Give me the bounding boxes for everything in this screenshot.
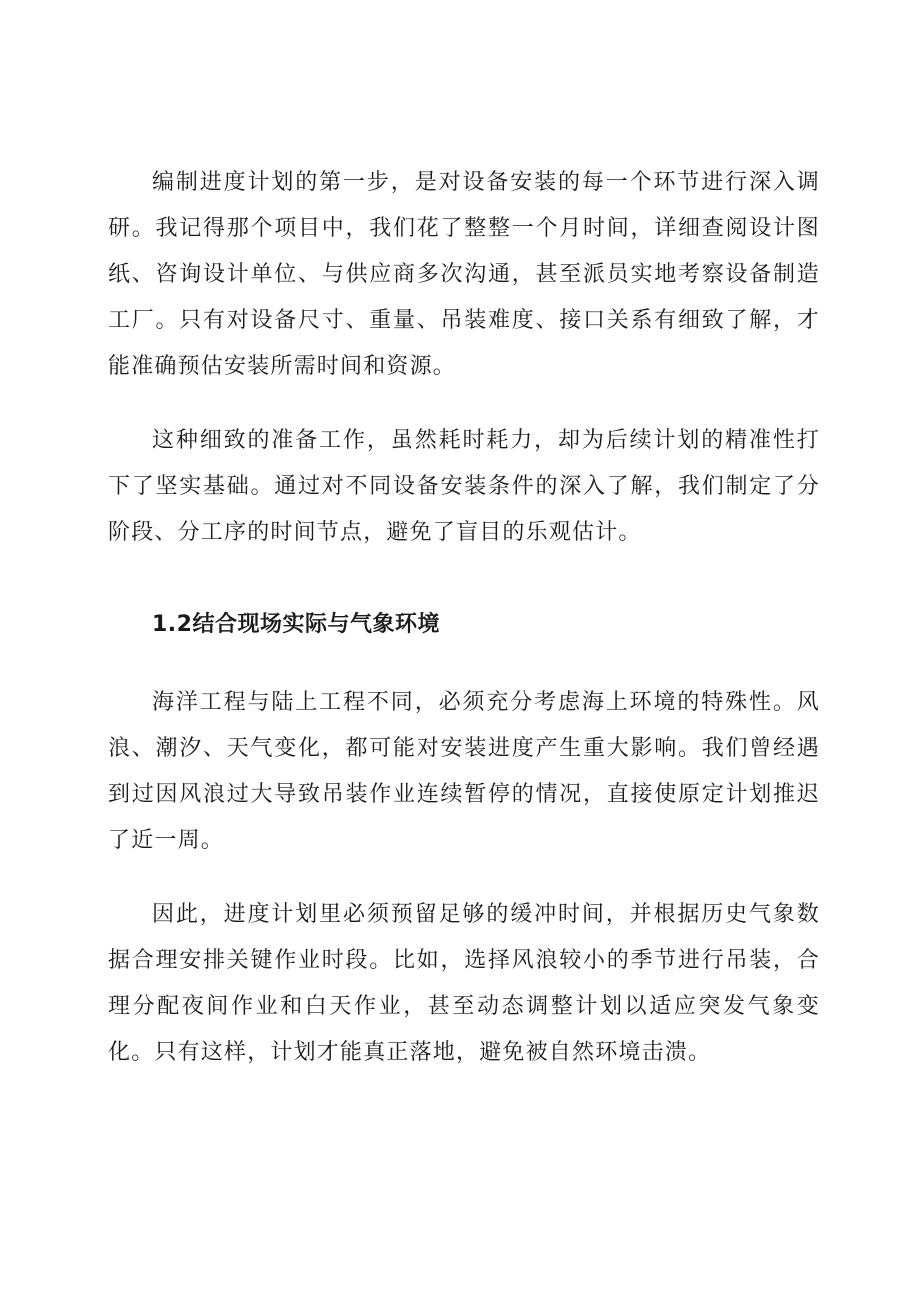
paragraph-research: 编制进度计划的第一步，是对设备安装的每一个环节进行深入调研。我记得那个项目中，我们花了整整一个月时间，详细查阅设计图纸、咨询设计单位、与供应商多次沟通，甚至派员实地考察设备制造工厂。只有对设备尺寸、重量、吊装难度、接口关系有细致了解，才能准确预估安装所需时间和资源。 xyxy=(108,170,820,379)
paragraph-marine-environment: 海洋工程与陆上工程不同，必须充分考虑海上环境的特殊性。风浪、潮汐、天气变化，都可能对安装进度产生重大影响。我们曾经遇到过因风浪过大导致吊装作业连续暂停的情况，直接使原定计划推迟了近一周。 xyxy=(108,690,820,853)
paragraph-preparation: 这种细致的准备工作，虽然耗时耗力，却为后续计划的精准性打下了坚实基础。通过对不同设备安装条件的深入了解，我们制定了分阶段、分工序的时间节点，避免了盲目的乐观估计。 xyxy=(108,428,820,545)
section-heading: 1.2结合现场实际与气象环境 xyxy=(152,612,440,637)
paragraph-buffer-time: 因此，进度计划里必须预留足够的缓冲时间，并根据历史气象数据合理安排关键作业时段。比如，选择风浪较小的季节进行吊装，合理分配夜间作业和白天作业，甚至动态调整计划以适应突发气象变化。只有这样，计划才能真正落地，避免被自然环境击溃。 xyxy=(108,902,820,1065)
